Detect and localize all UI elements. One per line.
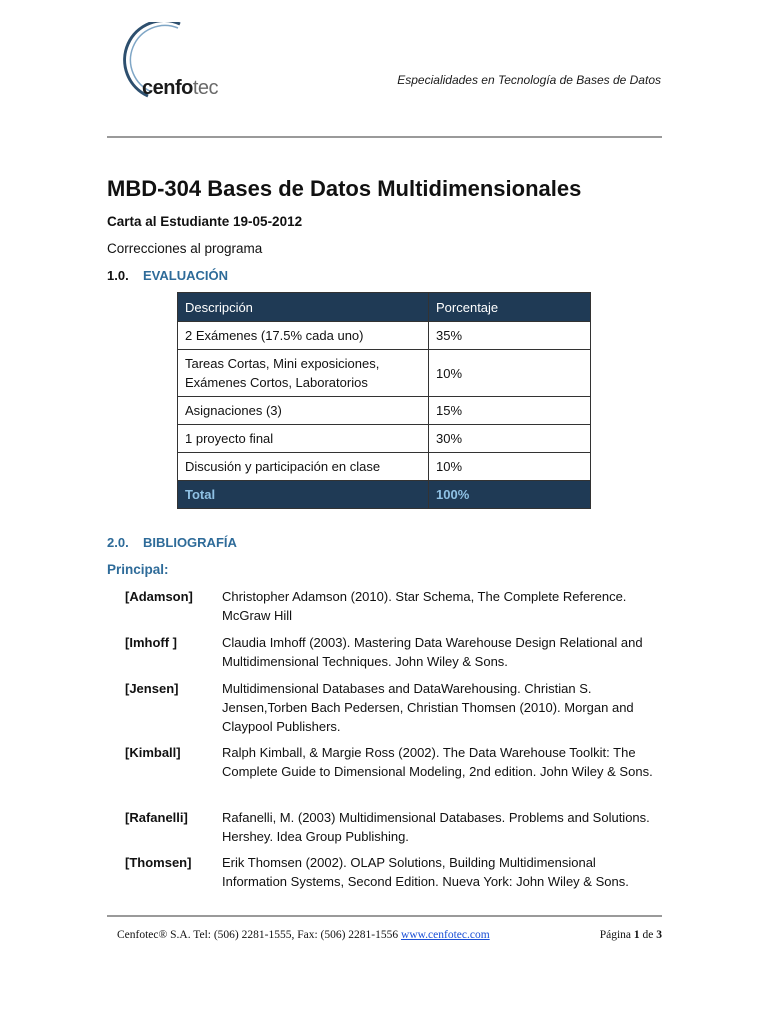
table-cell: 1 proyecto final bbox=[178, 425, 429, 453]
bibliography-reference: Christopher Adamson (2010). Star Schema, The Complete Reference. McGraw Hill bbox=[222, 589, 627, 623]
principal-label: Principal: bbox=[107, 562, 169, 577]
table-header-cell: Porcentaje bbox=[429, 293, 591, 322]
section-heading-evaluacion bbox=[107, 268, 228, 283]
table-cell: Asignaciones (3) bbox=[178, 397, 429, 425]
table-row bbox=[178, 425, 591, 453]
table-header-cell: Descripción bbox=[178, 293, 429, 322]
header-divider bbox=[107, 136, 662, 138]
logo-light-text: tec bbox=[192, 77, 219, 99]
document-subtitle: Carta al Estudiante 19-05-2012 bbox=[107, 214, 303, 229]
table-total-row bbox=[178, 481, 591, 509]
bibliography-reference: Ralph Kimball, & Margie Ross (2002). The Data Warehouse Toolkit: The Complete Guide to Dimensional Modeling, 2nd edition. John Wiley & Sons. bbox=[222, 745, 653, 779]
cenfotec-logo bbox=[108, 22, 228, 102]
section-heading-bibliografia bbox=[107, 535, 237, 550]
table-row bbox=[178, 453, 591, 481]
table-cell: Discusión y participación en clase bbox=[178, 453, 429, 481]
page-mid: de bbox=[639, 929, 657, 941]
table-row bbox=[178, 322, 591, 350]
table-cell: 35% bbox=[429, 322, 591, 350]
bibliography-reference: Claudia Imhoff (2003). Mastering Data Warehouse Design Relational and Multidimensional Techniques. John Wiley & Sons. bbox=[222, 635, 643, 669]
table-cell: 10% bbox=[429, 453, 591, 481]
section-name: EVALUACIÓN bbox=[143, 268, 228, 283]
bibliography-key: [Rafanelli] bbox=[125, 810, 188, 825]
bibliography-reference: Multidimensional Databases and DataWarehousing. Christian S. Jensen,Torben Bach Pedersen, Christian Thomsen (2010). Morgan and Claypool Publishers. bbox=[222, 681, 634, 734]
intro-paragraph: Correcciones al programa bbox=[107, 241, 263, 256]
footer-company-info: Cenfotec® S.A. Tel: (506) 2281-1555, Fax: (506) 2281-1556 bbox=[117, 929, 402, 941]
table-total-value: 100% bbox=[429, 481, 591, 509]
bibliography-reference: Erik Thomsen (2002). OLAP Solutions, Building Multidimensional Information Systems, Second Edition. Nueva York: John Wiley & Sons. bbox=[222, 855, 629, 889]
bibliography-key: [Thomsen] bbox=[125, 855, 192, 870]
section-name: BIBLIOGRAFÍA bbox=[143, 535, 237, 550]
page-total: 3 bbox=[656, 929, 662, 941]
document-title: MBD-304 Bases de Datos Multidimensionales bbox=[107, 176, 582, 201]
footer-divider bbox=[107, 915, 662, 917]
table-cell: 15% bbox=[429, 397, 591, 425]
table-row bbox=[178, 397, 591, 425]
table-cell: 30% bbox=[429, 425, 591, 453]
bibliography-key: [Imhoff ] bbox=[125, 635, 177, 650]
bibliography-reference: Rafanelli, M. (2003) Multidimensional Databases. Problems and Solutions. Hershey. Idea Group Publishing. bbox=[222, 810, 650, 844]
header-tagline: Especialidades en Tecnología de Bases de Datos bbox=[397, 73, 661, 87]
table-cell: 10% bbox=[429, 350, 591, 397]
page-footer bbox=[117, 929, 662, 941]
logo-bold-text: cenfo bbox=[142, 77, 193, 99]
bibliography-key: [Kimball] bbox=[125, 745, 181, 760]
bibliography-key: [Jensen] bbox=[125, 681, 179, 696]
logo-wordmark bbox=[142, 78, 218, 98]
footer-website-link[interactable]: www.cenfotec.com bbox=[401, 929, 490, 941]
bibliography-key: [Adamson] bbox=[125, 589, 193, 604]
table-total-label: Total bbox=[178, 481, 429, 509]
page-number bbox=[600, 929, 662, 941]
page-prefix: Página bbox=[599, 929, 634, 941]
section-number: 2.0. bbox=[107, 535, 129, 550]
page-current: 1 bbox=[633, 929, 640, 941]
section-number: 1.0. bbox=[107, 268, 129, 283]
evaluation-table bbox=[177, 292, 591, 509]
table-cell: Tareas Cortas, Mini exposiciones, Exámenes Cortos, Laboratorios bbox=[178, 350, 429, 397]
table-cell: 2 Exámenes (17.5% cada uno) bbox=[178, 322, 429, 350]
table-header-row bbox=[178, 293, 591, 322]
table-row bbox=[178, 350, 591, 397]
